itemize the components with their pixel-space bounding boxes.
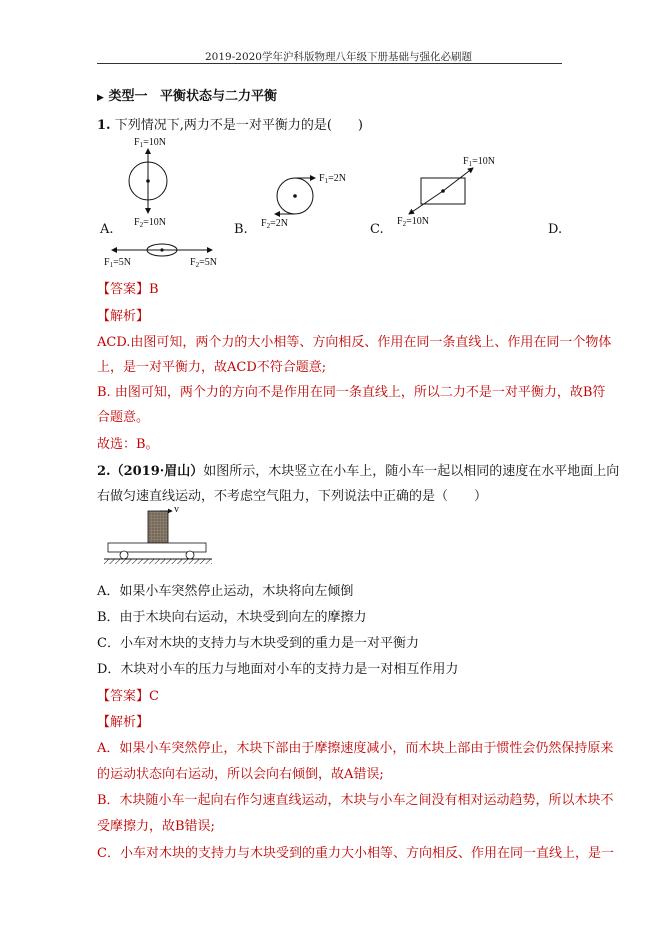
q1-analysis-line: B. 由图可知，两个力的方向不是作用在同一条直线上，所以二力不是一对平衡力，故B符 [97, 385, 606, 400]
q1-analysis-line: 上，是一对平衡力，故ACD不符合题意; [97, 360, 327, 375]
q2-analysis-line: 的运动状态向右运动，所以会向右倾倒，故A错误; [97, 767, 384, 782]
fig-c-down-arrow [409, 191, 443, 214]
q2-answer-value: C [149, 689, 159, 704]
figure-d [100, 238, 235, 270]
cart-wheel [120, 551, 128, 559]
cart-body [108, 543, 206, 552]
q2-option-d: D．木块对小车的压力与地面对小车的支持力是一对相互作用力 [97, 662, 459, 677]
q2-analysis-line: 受摩擦力，故B错误; [97, 819, 215, 834]
fig-b-right-label: $F_1=2N$ [319, 173, 346, 185]
q1-answer [97, 278, 159, 297]
cart-wheel [186, 551, 194, 559]
q2-analysis-line: B．木块随小车一起向右作匀速直线运动，木块与小车之间没有相对运动趋势，所以木块不 [97, 793, 614, 808]
section-label: 类型一 [108, 89, 148, 104]
wooden-block [148, 511, 168, 543]
figure-cart [104, 507, 212, 565]
option-b-label: B. [234, 222, 248, 237]
question-2-text-2: 右做匀速直线运动，不考虑空气阻力，下列说法中正确的是（ ） [97, 489, 488, 504]
figure-a [120, 133, 190, 233]
q2-option-b: B．由于木块向右运动，木块受到向左的摩擦力 [97, 610, 367, 625]
question-2-source: （2019·眉山） [110, 464, 204, 479]
q1-answer-label: 【答案】 [97, 282, 150, 297]
section-title: 平衡状态与二力平衡 [160, 89, 278, 104]
q2-option-c: C．小车对木块的支持力与木块受到的重力是一对平衡力 [97, 636, 419, 651]
page-header: 2019-2020学年沪科版物理八年级下册基础与强化必刷题 [205, 51, 472, 63]
option-c-label: C. [370, 222, 384, 237]
q1-analysis-line: ACD.由图可知，两个力的大小相等、方向相反、作用在同一条直线上、作用在同一个物体 [97, 335, 612, 350]
q1-analysis-line: 合题意。 [97, 410, 150, 425]
fig-a-top-label: $F_1=10N$ [134, 137, 166, 149]
section-marker-icon: ▶ [97, 93, 104, 103]
fig-c-up-arrow [443, 168, 473, 191]
velocity-label: v [174, 507, 179, 515]
ground-hatch [104, 559, 212, 564]
q2-analysis-label: 【解析】 [97, 715, 150, 730]
figure-c [395, 150, 520, 230]
question-2-stem [97, 460, 619, 479]
q1-answer-value: B [149, 282, 159, 297]
q2-option-a: A．如果小车突然停止运动，木块将向左倾倒 [97, 584, 354, 599]
fig-d-left-label: $F_1=5N$ [104, 257, 131, 269]
question-2-text: 如图所示，木块竖立在小车上，随小车一起以相同的速度在水平地面上向 [203, 464, 620, 479]
header-rule [97, 63, 562, 64]
section-heading [97, 85, 277, 104]
fig-b-left-label: $F_2=2N$ [261, 218, 288, 230]
fig-c-top-label: $F_1=10N$ [463, 156, 495, 168]
question-2-number: 2. [97, 464, 111, 479]
q1-analysis-label: 【解析】 [97, 309, 150, 324]
option-a-label: A. [100, 222, 114, 237]
figure-b [255, 163, 365, 233]
fig-d-right-label: $F_2=5N$ [190, 257, 217, 269]
q2-answer-label: 【答案】 [97, 689, 150, 704]
fig-c-bottom-label: $F_2=10N$ [397, 216, 429, 228]
question-1-number: 1. [97, 118, 111, 133]
fig-a-bottom-label: $F_2=10N$ [134, 217, 166, 229]
q2-answer [97, 685, 159, 704]
option-d-label: D. [548, 222, 563, 237]
q1-conclusion: 故选：B。 [97, 437, 159, 452]
question-1-stem [97, 114, 363, 133]
q2-analysis-line: C．小车对木块的支持力与木块受到的重力大小相等、方向相反、作用在同一直线上，是一 [97, 846, 614, 861]
q2-analysis-line: A．如果小车突然停止，木块下部由于摩擦速度减小，而木块上部由于惯性会仍然保持原来 [97, 741, 614, 756]
question-1-text: 下列情况下,两力不是一对平衡力的是( ) [114, 118, 363, 133]
